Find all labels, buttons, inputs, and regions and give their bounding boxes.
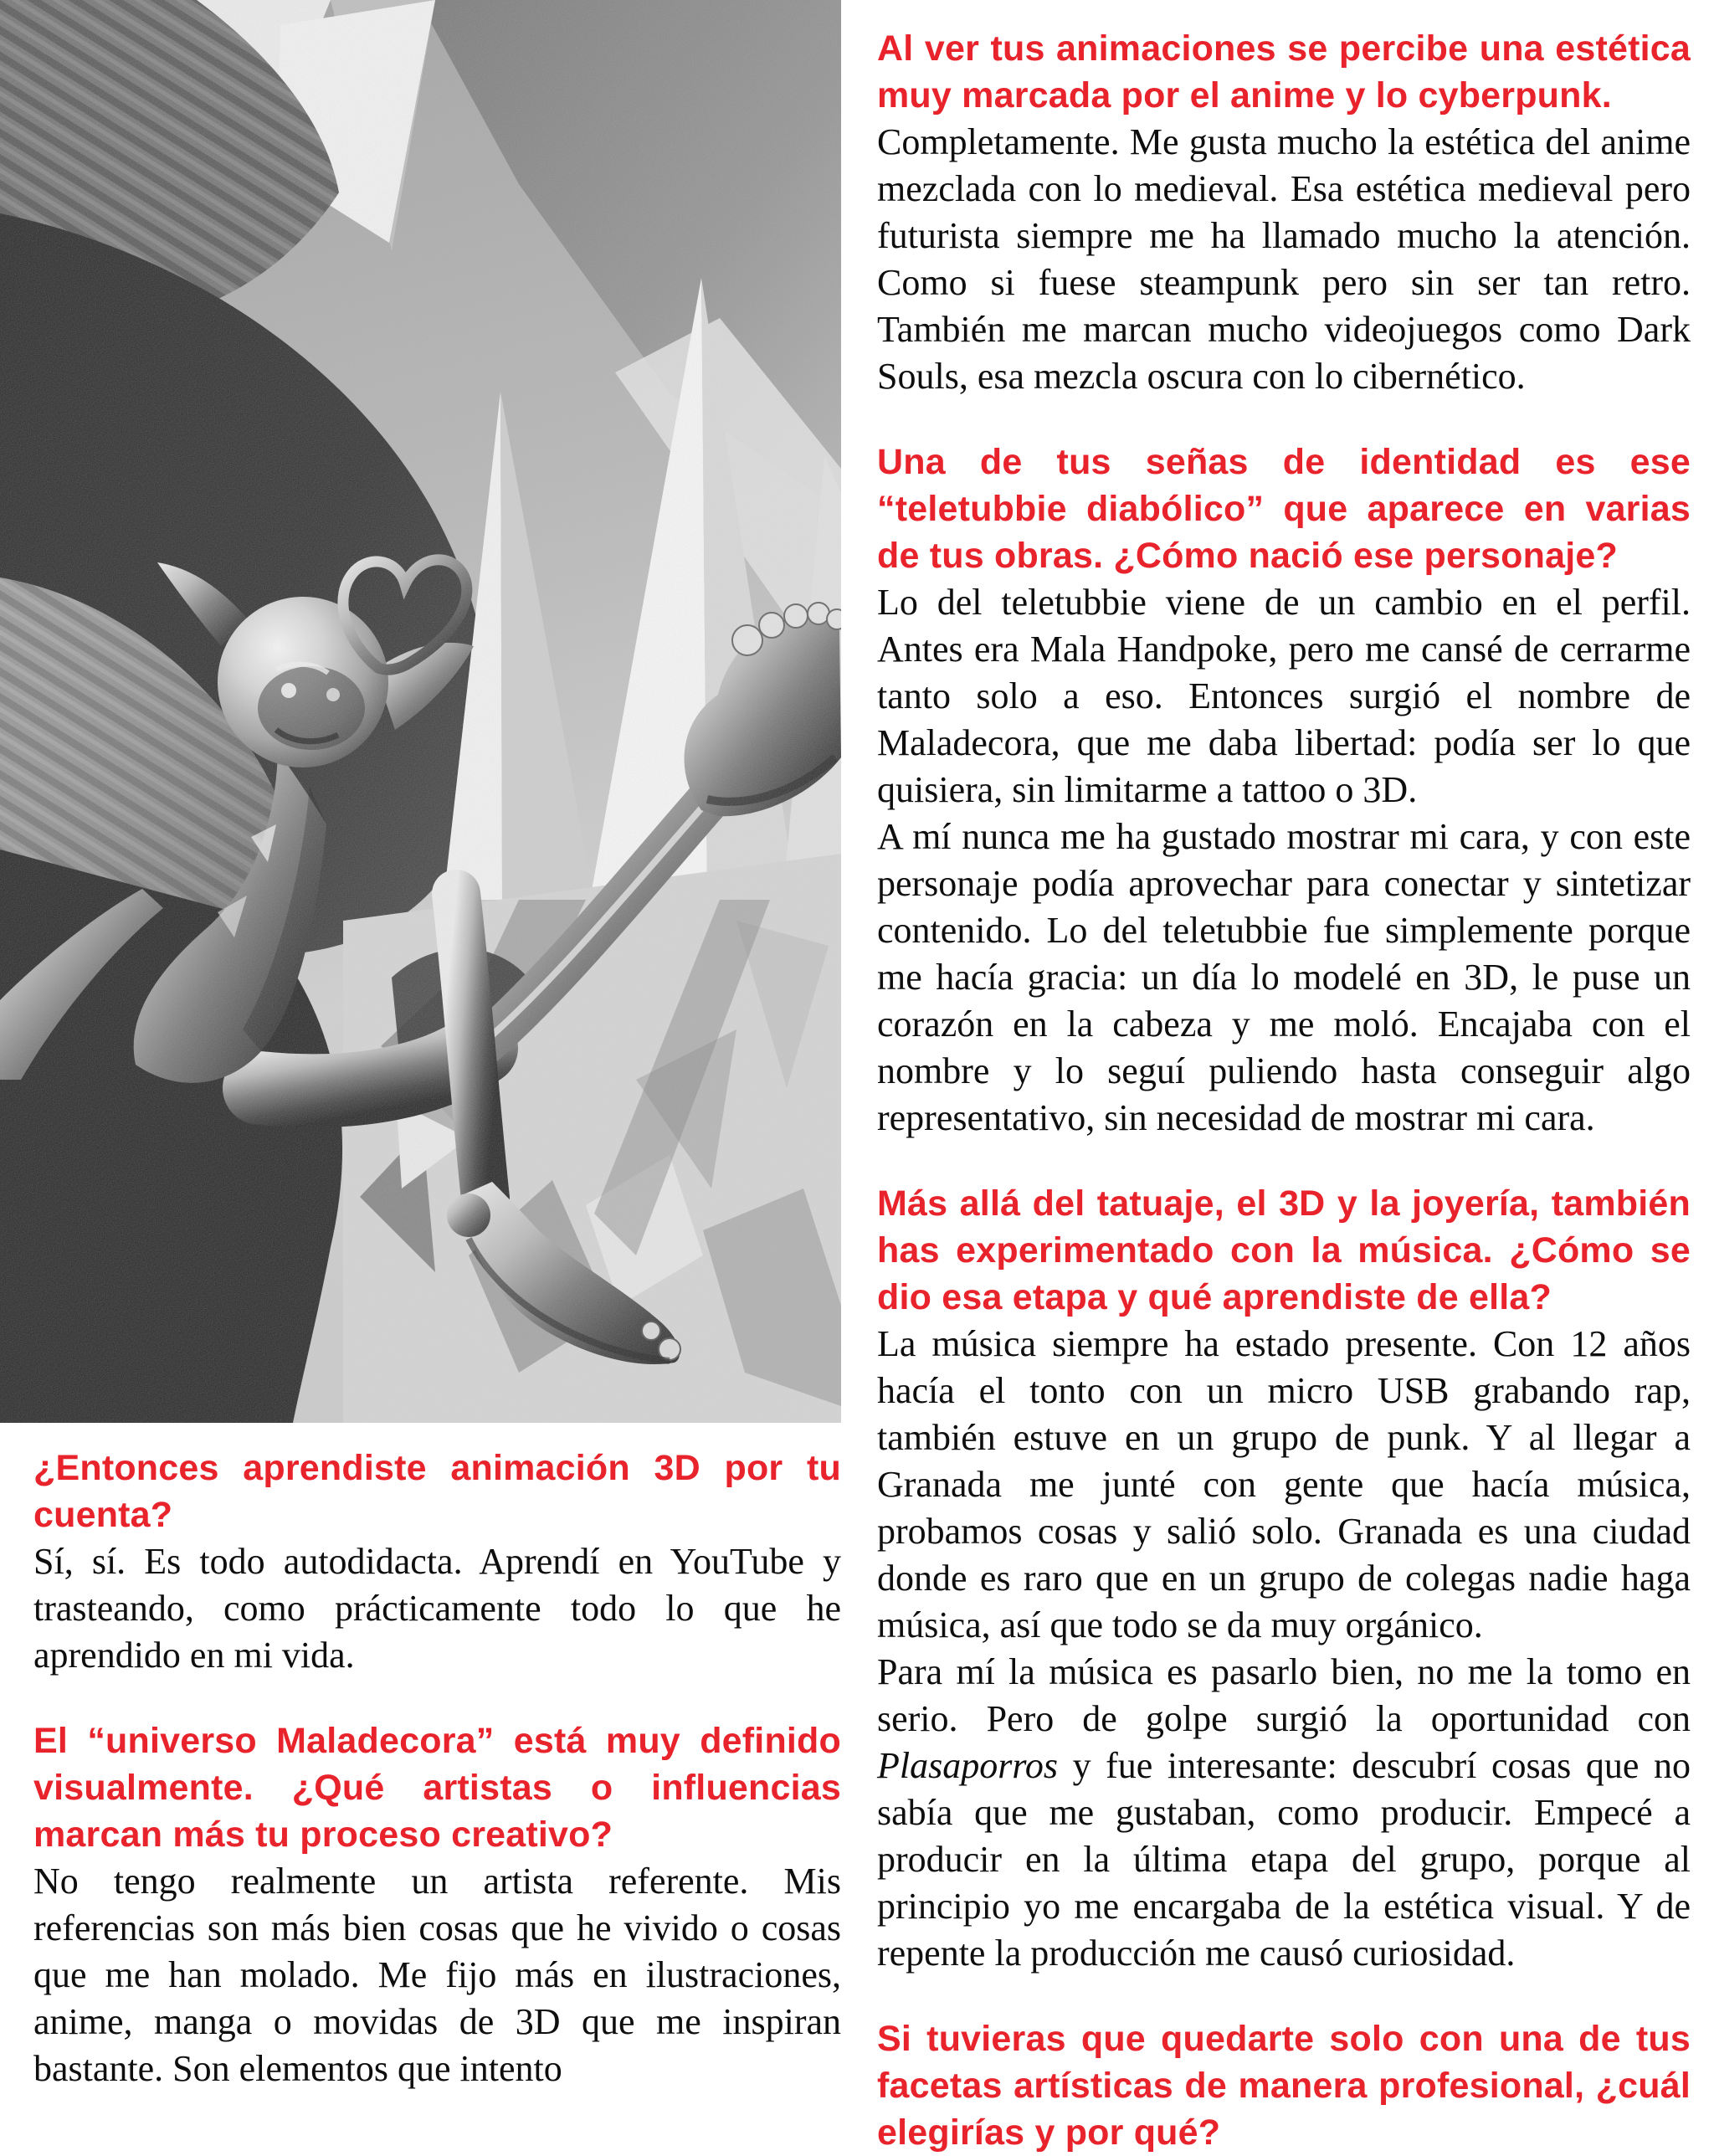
interview-question: Al ver tus animaciones se percibe una estética muy marcada por el anime y lo cyberpunk. [877, 28, 1691, 116]
qa-block [33, 1717, 841, 2092]
qa-block [33, 1445, 841, 1679]
band-name-italic: Plasaporros [877, 1745, 1058, 1786]
interview-question: Si tuvieras que quedarte solo con una de tus facetas artísticas de manera profesional, ¿cuál elegirías y por qué? [877, 2019, 1691, 2153]
interview-question: ¿Entonces aprendiste animación 3D por tu cuenta? [33, 1448, 841, 1535]
qa-block [877, 439, 1691, 1142]
interview-answer: La música siempre ha estado presente. Con 12 años hacía el tonto con un micro USB grabando rap, también estuve en un grupo de punk. Y al llegar a Granada me junté con gente que hacía música, probamos cosas y salió solo. Granada es una ciudad donde es raro que en un grupo de colegas nadie haga música, así que todo se da muy orgánico. [877, 1323, 1691, 1645]
right-column [877, 25, 1691, 2156]
interview-question: El “universo Maladecora” está muy definido visualmente. ¿Qué artistas o influencias marcan más tu proceso creativo? [33, 1721, 841, 1855]
left-column [33, 1445, 841, 2092]
film-grain-overlay [0, 0, 841, 1423]
interview-question: Más allá del tatuaje, el 3D y la joyería, también has experimentado con la música. ¿Cómo se dio esa etapa y qué aprendiste de ella? [877, 1183, 1691, 1317]
qa-block [877, 2015, 1691, 2156]
interview-answer [877, 1649, 1691, 1977]
interview-answer: Completamente. Me gusta mucho la estética del anime mezclada con lo medieval. Esa estética medieval pero futurista siempre me ha llamado mucho la atención. Como si fuese steampunk pero sin ser tan retro. También me marcan mucho videojuegos como Dark Souls, esa mezcla oscura con lo cibernético. [877, 121, 1691, 397]
qa-block [877, 1180, 1691, 1977]
interview-answer: A mí nunca me ha gustado mostrar mi cara, y con este personaje podía aprovechar para conectar y sintetizar contenido. Lo del teletubbie fue simplemente porque me hacía gracia: un día lo modelé en 3D, le puse un corazón en la cabeza y me moló. Encajaba con el nombre y lo seguí puliendo hasta conseguir algo representativo, sin necesidad de mostrar mi cara. [877, 816, 1691, 1138]
interview-answer: No tengo realmente un artista referente. Mis referencias son más bien cosas que he vivido o cosas que me han molado. Me fijo más en ilustraciones, anime, manga o movidas de 3D que me inspiran bastante. Son elementos que intento [33, 1861, 841, 2089]
answer-text: y fue interesante: descubrí cosas que no sabía que me gustaban, como producir. Empecé a producir en la última etapa del grupo, porque al principio yo me encargaba de la estética visual. Y de repente la producción me causó curiosidad. [877, 1745, 1691, 1974]
qa-block [877, 25, 1691, 400]
interview-question: Una de tus señas de identidad es ese “teletubbie diabólico” que aparece en varias de tus obras. ¿Cómo nació ese personaje? [877, 442, 1691, 576]
artwork-bw-render [0, 0, 841, 1423]
artwork-canvas [0, 0, 841, 1423]
interview-answer: Lo del teletubbie viene de un cambio en el perfil. Antes era Mala Handpoke, pero me cansé de cerrarme tanto solo a eso. Entonces surgió el nombre de Maladecora, que me daba libertad: podía ser lo que quisiera, sin limitarme a tattoo o 3D. [877, 582, 1691, 810]
answer-text: Para mí la música es pasarlo bien, no me la tomo en serio. Pero de golpe surgió la oportunidad con [877, 1651, 1691, 1739]
interview-answer: Sí, sí. Es todo autodidacta. Aprendí en YouTube y trasteando, como prácticamente todo lo que he aprendido en mi vida. [33, 1541, 841, 1676]
